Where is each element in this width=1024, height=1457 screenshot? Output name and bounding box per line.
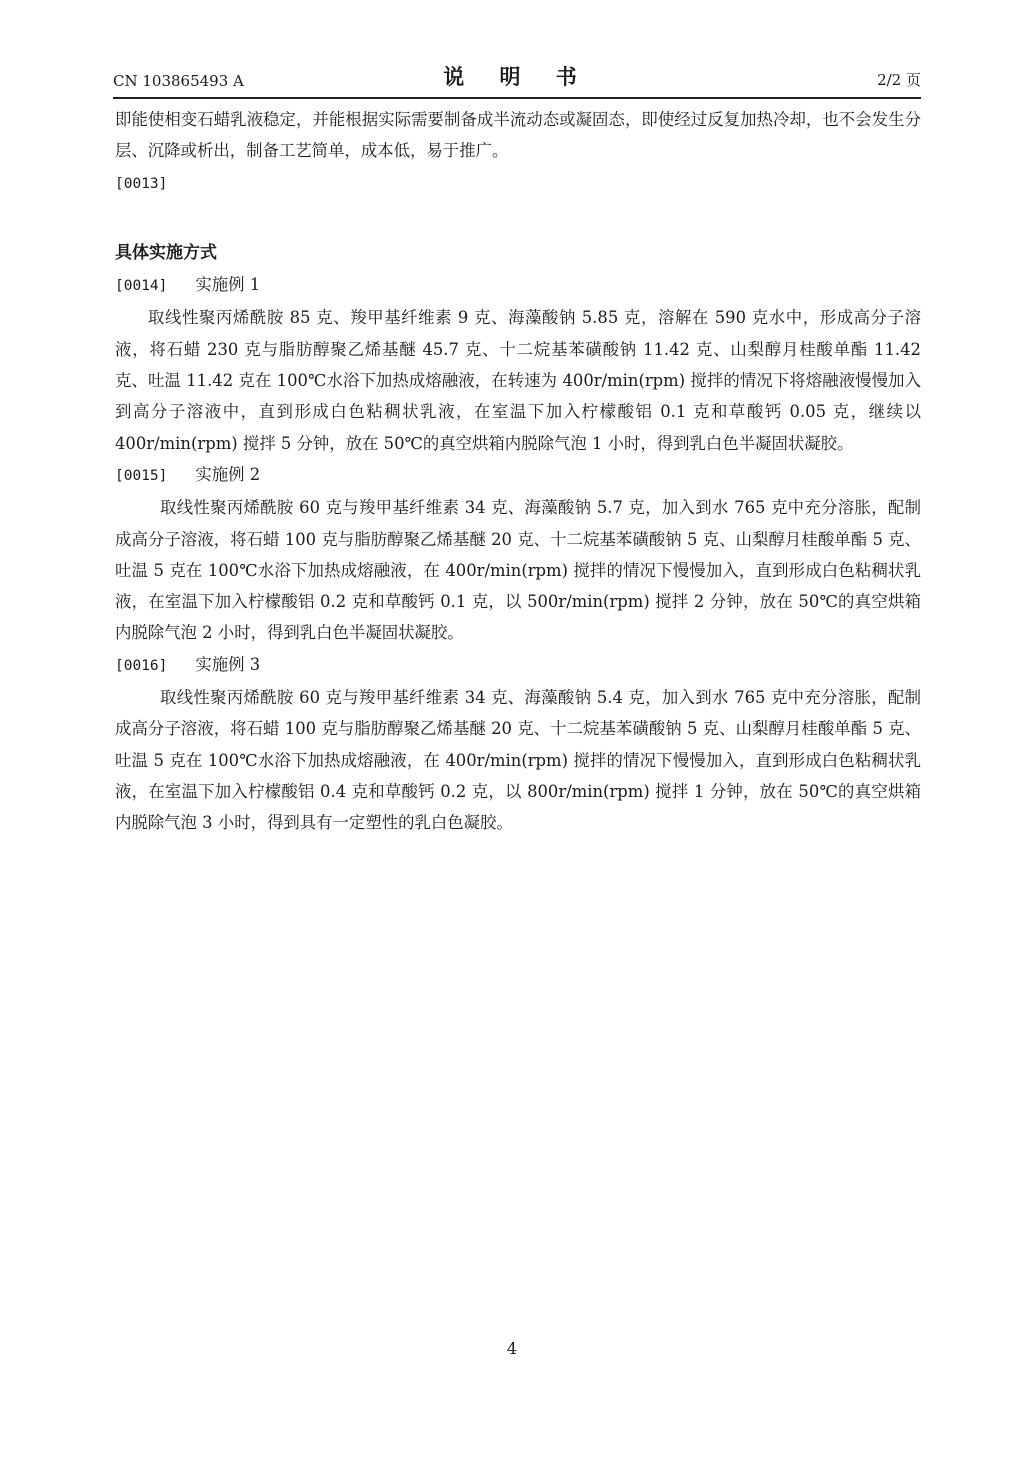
paragraph-number: [0016] — [115, 657, 168, 674]
document-body — [115, 104, 921, 839]
page-number: 4 — [506, 1339, 518, 1358]
example-label: 实施例 3 — [195, 654, 261, 674]
paragraph-number: [0015] — [115, 467, 168, 484]
paragraph-0015-text: 取线性聚丙烯酰胺 60 克与羧甲基纤维素 34 克、海藻酸钠 5.7 克，加入到水 765 克中充分溶胀，配制成高分子溶液，将石蜡 100 克与脂肪醇聚乙烯基醚 20 克、十二烷基苯磺酸钠 5 克、山梨醇月桂酸单酯 5 克、吐温 5 克在 100℃水浴下加热成熔融液，在 400r/min(rpm) 搅拌的情况下慢慢加入，直到形成白色粘稠状乳液，在室温下加入柠檬酸铝 0.2 克和草酸钙 0.1 克，以 500r/min(rpm) 搅拌 2 分钟，放在 50℃的真空烘箱内脱除气泡 2 小时，得到乳白色半凝固状凝胶。 — [115, 498, 921, 643]
paragraph-0013 — [115, 167, 921, 200]
paragraph-number: [0013] — [115, 175, 168, 192]
paragraph-0016-header — [115, 649, 921, 682]
document-title: 说 明 书 — [443, 65, 591, 89]
header-divider — [113, 97, 921, 99]
example-label: 实施例 2 — [195, 464, 261, 484]
patent-number: CN 103865493 A — [113, 72, 244, 90]
example-label: 实施例 1 — [195, 275, 261, 295]
section-heading: 具体实施方式 — [115, 242, 217, 263]
page-indicator: 2/2 页 — [877, 71, 921, 89]
continuation-paragraph: 即能使相变石蜡乳液稳定，并能根据实际需要制备成半流动态或凝固态，即使经过反复加热冷却，也不会发生分层、沉降或析出，制备工艺简单，成本低，易于推广。 — [115, 110, 921, 161]
paragraph-0014-text: 取线性聚丙烯酰胺 85 克、羧甲基纤维素 9 克、海藻酸钠 5.85 克，溶解在 590 克水中，形成高分子溶液，将石蜡 230 克与脂肪醇聚乙烯基醚 45.7 克、十二烷基苯磺酸钠 11.42 克、山梨醇月桂酸单酯 11.42 克、吐温 11.42 克在 100℃水浴下加热成熔融液，在转速为 400r/min(rpm) 搅拌的情况下将熔融液慢慢加入到高分子溶液中，直到形成白色粘稠状乳液，在室温下加入柠檬酸铝 0.1 克和草酸钙 0.05 克，继续以 400r/min(rpm) 搅拌 5 分钟，放在 50℃的真空烘箱内脱除气泡 1 小时，得到乳白色半凝固状凝胶。 — [115, 308, 921, 453]
page-header — [113, 60, 921, 96]
paragraph-0014-header — [115, 269, 921, 302]
paragraph-0016-text: 取线性聚丙烯酰胺 60 克与羧甲基纤维素 34 克、海藻酸钠 5.4 克，加入到水 765 克中充分溶胀，配制成高分子溶液，将石蜡 100 克与脂肪醇聚乙烯基醚 20 克、十二烷基苯磺酸钠 5 克、山梨醇月桂酸单酯 5 克、吐温 5 克在 100℃水浴下加热成熔融液，在 400r/min(rpm) 搅拌的情况下慢慢加入，直到形成白色粘稠状乳液，在室温下加入柠檬酸铝 0.4 克和草酸钙 0.2 克，以 800r/min(rpm) 搅拌 1 分钟，放在 50℃的真空烘箱内脱除气泡 3 小时，得到具有一定塑性的乳白色凝胶。 — [115, 688, 921, 833]
paragraph-0015-header — [115, 459, 921, 492]
paragraph-number: [0014] — [115, 278, 168, 295]
